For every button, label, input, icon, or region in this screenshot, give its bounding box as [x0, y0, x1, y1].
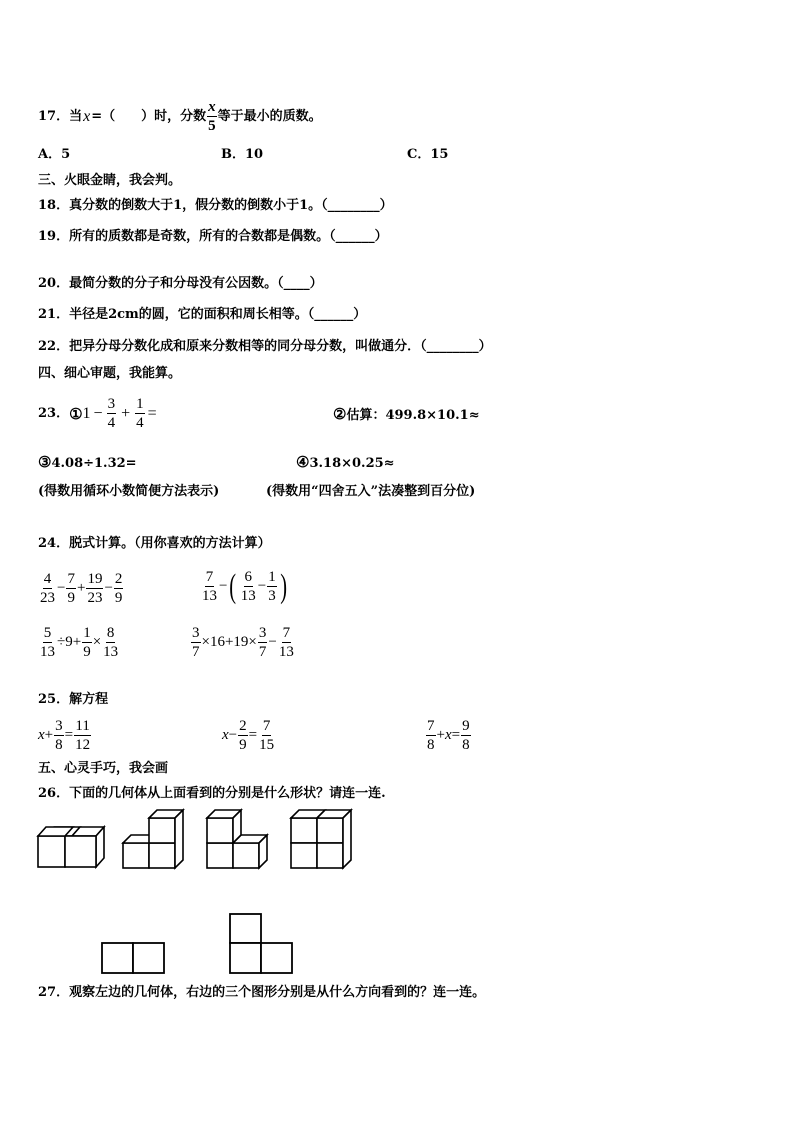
- q17-tail: 等于最小的质数。: [217, 108, 322, 124]
- q23-p4-text: 3.18×0.25≈: [309, 456, 395, 471]
- frac: $\frac{6}{13}$: [240, 569, 256, 604]
- q23-p3-text: 4.08÷1.32=: [51, 456, 137, 471]
- q21-question: 21．半径是2cm的圆，它的面积和周长相等。（______）: [38, 307, 367, 322]
- q25-eq-2: [222, 718, 276, 753]
- frac: $\frac{7}{15}$: [259, 718, 275, 753]
- section-4-heading: 四、细心审题，我能算。: [38, 366, 182, 381]
- operator: −: [257, 578, 267, 594]
- circle-number-3: ③: [38, 453, 52, 471]
- frac: $\frac{9}{8}$: [462, 718, 470, 753]
- operator: ÷9+: [57, 634, 82, 650]
- frac: $\frac{2}{9}$: [239, 718, 247, 753]
- q24-expr-3: [38, 625, 120, 660]
- q26-top-views: [95, 910, 305, 980]
- equals: =: [451, 727, 461, 743]
- q17-blank: =（ ）时，分数: [91, 108, 207, 124]
- q23-p1-frac1: $\frac{3}{4}$: [107, 396, 116, 431]
- operator: −: [228, 727, 238, 743]
- solid-figure-1[interactable]: [38, 827, 104, 867]
- q26-question: 26．下面的几何体从上面看到的分别是什么形状？请连一连.: [38, 786, 386, 801]
- top-view-2[interactable]: [230, 914, 292, 973]
- q23-part2: [333, 406, 480, 424]
- q23-part1: [38, 396, 157, 431]
- operator: −: [268, 634, 277, 650]
- q24-expr-2: [200, 569, 289, 604]
- frac: $\frac{7}{9}$: [67, 571, 75, 606]
- section-5-heading: 五、心灵手巧，我会画: [38, 761, 169, 776]
- operator: −: [57, 580, 66, 596]
- q17-variable: x: [83, 107, 91, 125]
- variable-x: x: [38, 727, 45, 743]
- q26-solid-figures: [30, 800, 370, 880]
- operator: −: [104, 580, 113, 596]
- q23-p1-plus: +: [121, 404, 131, 422]
- solid-figure-2[interactable]: [123, 810, 183, 868]
- q25-title: 25．解方程: [38, 692, 109, 707]
- q23-note-4: (得数用“四舍五入”法凑整到百分位): [266, 484, 476, 499]
- q17-number: 17．当: [38, 108, 83, 124]
- q25-eq-3: [425, 718, 472, 753]
- q24-expr-1: [38, 571, 124, 606]
- frac: $\frac{7}{13}$: [202, 569, 217, 604]
- operator: +: [436, 727, 445, 743]
- q17-fraction: $\frac{x}{5}$: [208, 99, 216, 134]
- circle-number-2: ②: [333, 405, 347, 423]
- q23-p2-text: 估算：499.8×10.1≈: [346, 408, 480, 423]
- equals: =: [64, 727, 74, 743]
- q23-note-3: (得数用循环小数简便方法表示): [38, 484, 220, 499]
- operator: +: [44, 727, 54, 743]
- frac: $\frac{5}{13}$: [40, 625, 55, 660]
- frac: $\frac{2}{9}$: [114, 571, 123, 606]
- operator: −: [219, 578, 228, 594]
- operator: +: [76, 580, 86, 596]
- frac: $\frac{3}{7}$: [192, 625, 200, 660]
- q27-question: 27．观察左边的几何体，右边的三个图形分别是从什么方向看到的？连一连。: [38, 985, 486, 1000]
- right-paren: ): [280, 567, 287, 605]
- q24-expr-4: [190, 625, 296, 660]
- q17-option-b[interactable]: B．10: [221, 147, 264, 162]
- frac: $\frac{1}{9}$: [83, 625, 91, 660]
- solid-figure-3[interactable]: [207, 810, 267, 868]
- frac: $\frac{7}{13}$: [278, 625, 294, 660]
- variable-x: x: [444, 727, 452, 743]
- frac: $\frac{3}{8}$: [55, 718, 63, 753]
- q24-title: 24．脱式计算。（用你喜欢的方法计算）: [38, 536, 271, 551]
- q18-question: 18．真分数的倒数大于1，假分数的倒数小于1。（________）: [38, 198, 393, 213]
- frac: $\frac{1}{3}$: [268, 569, 276, 604]
- q17-option-c[interactable]: C．15: [407, 147, 449, 162]
- equals: =: [248, 727, 258, 743]
- q20-question: 20．最简分数的分子和分母没有公因数。（____）: [38, 276, 323, 291]
- q23-part3: [38, 454, 137, 472]
- q23-p1-one: 1: [82, 404, 91, 422]
- q23-p1-frac2: $\frac{1}{4}$: [136, 396, 144, 431]
- section-3-heading: 三、火眼金睛，我会判。: [38, 173, 182, 188]
- frac: $\frac{4}{23}$: [40, 571, 55, 606]
- left-paren: (: [229, 567, 237, 605]
- operator: ×: [92, 634, 102, 650]
- q23-number: 23．: [38, 405, 70, 421]
- solid-figure-4[interactable]: [291, 810, 351, 868]
- q23-p1-minus: −: [93, 404, 103, 422]
- circle-number-1: ①: [69, 404, 83, 423]
- q23-part4: [296, 454, 395, 472]
- q17-question: [38, 99, 322, 134]
- frac: $\frac{11}{12}$: [75, 718, 91, 753]
- variable-x: x: [222, 727, 229, 743]
- top-view-1[interactable]: [102, 943, 164, 973]
- frac: $\frac{3}{7}$: [258, 625, 267, 660]
- q22-question: 22．把异分母分数化成和原来分数相等的同分母分数，叫做通分．（________）: [38, 339, 492, 354]
- q25-eq-1: [38, 718, 92, 753]
- circle-number-4: ④: [296, 453, 310, 471]
- frac: $\frac{8}{13}$: [103, 625, 119, 660]
- operator: ×16+19×: [201, 634, 257, 650]
- frac: $\frac{19}{23}$: [87, 571, 103, 606]
- q23-p1-eq: =: [147, 404, 157, 422]
- frac: $\frac{7}{8}$: [427, 718, 435, 753]
- q19-question: 19．所有的质数都是奇数，所有的合数都是偶数。（______）: [38, 229, 388, 244]
- q17-option-a[interactable]: A．5: [38, 147, 71, 162]
